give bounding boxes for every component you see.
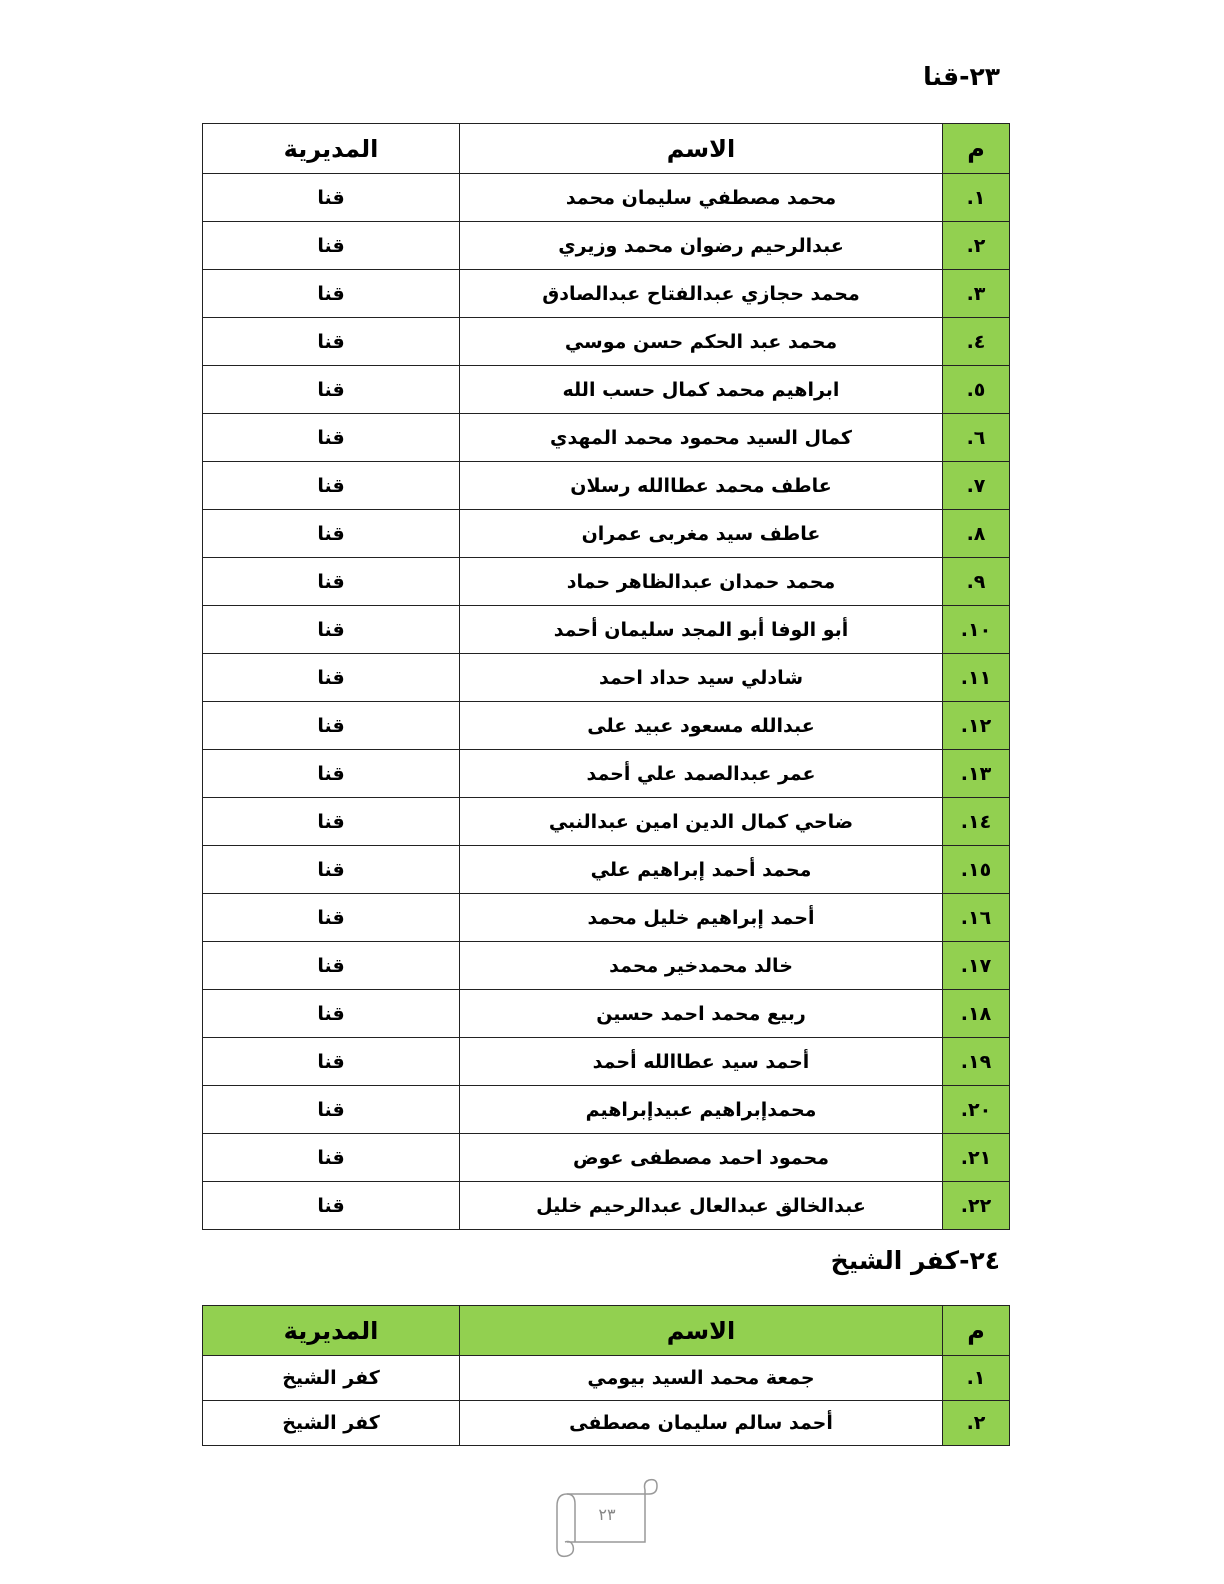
- qena-table: [202, 123, 1010, 1230]
- directorate: قنا: [203, 846, 460, 894]
- page-number: ٢٣: [598, 1505, 616, 1524]
- table-header: [203, 1306, 1010, 1356]
- person-name: عاطف سيد مغربى عمران: [460, 510, 943, 558]
- row-number: ٥.: [943, 366, 1010, 414]
- directorate: قنا: [203, 942, 460, 990]
- header-directorate: المديرية: [203, 1306, 460, 1356]
- directorate: قنا: [203, 1182, 460, 1230]
- directorate: قنا: [203, 462, 460, 510]
- row-number: ١٠.: [943, 606, 1010, 654]
- directorate: قنا: [203, 1086, 460, 1134]
- table-row: [203, 174, 1010, 222]
- table-header: [203, 124, 1010, 174]
- row-number: ١٣.: [943, 750, 1010, 798]
- person-name: أحمد سيد عطاالله أحمد: [460, 1038, 943, 1086]
- table-row: [203, 702, 1010, 750]
- person-name: ربيع محمد احمد حسين: [460, 990, 943, 1038]
- directorate: قنا: [203, 318, 460, 366]
- table-row: [203, 990, 1010, 1038]
- directorate: قنا: [203, 894, 460, 942]
- person-name: كمال السيد محمود محمد المهدي: [460, 414, 943, 462]
- person-name: ضاحي كمال الدين امين عبدالنبي: [460, 798, 943, 846]
- person-name: محمد حمدان عبدالظاهر حماد: [460, 558, 943, 606]
- header-name: الاسم: [460, 1306, 943, 1356]
- directorate: قنا: [203, 222, 460, 270]
- section-title-kafr-el-sheikh: ٢٤-كفر الشيخ: [830, 1246, 1000, 1275]
- directorate: قنا: [203, 1038, 460, 1086]
- row-number: ٢.: [943, 1401, 1010, 1446]
- row-number: ١١.: [943, 654, 1010, 702]
- person-name: أحمد إبراهيم خليل محمد: [460, 894, 943, 942]
- person-name: أبو الوفا أبو المجد سليمان أحمد: [460, 606, 943, 654]
- row-number: ١٧.: [943, 942, 1010, 990]
- header-num: م: [943, 124, 1010, 174]
- directorate: قنا: [203, 702, 460, 750]
- directorate: قنا: [203, 510, 460, 558]
- person-name: خالد محمدخير محمد: [460, 942, 943, 990]
- row-number: ١٥.: [943, 846, 1010, 894]
- table-row: [203, 462, 1010, 510]
- person-name: محمد حجازي عبدالفتاح عبدالصادق: [460, 270, 943, 318]
- table-row: [203, 558, 1010, 606]
- table-row: [203, 1134, 1010, 1182]
- row-number: ٢.: [943, 222, 1010, 270]
- row-number: ١.: [943, 174, 1010, 222]
- table-row: [203, 1401, 1010, 1446]
- table-row: [203, 942, 1010, 990]
- person-name: محمود احمد مصطفى عوض: [460, 1134, 943, 1182]
- section-title-qena: ٢٣-قنا: [923, 62, 1000, 91]
- table-row: [203, 654, 1010, 702]
- table-row: [203, 894, 1010, 942]
- kafr-el-sheikh-table: [202, 1305, 1010, 1446]
- row-number: ١٤.: [943, 798, 1010, 846]
- person-name: محمد أحمد إبراهيم علي: [460, 846, 943, 894]
- table-row: [203, 318, 1010, 366]
- directorate: قنا: [203, 414, 460, 462]
- table-row: [203, 1356, 1010, 1401]
- table-row: [203, 798, 1010, 846]
- person-name: عاطف محمد عطاالله رسلان: [460, 462, 943, 510]
- table-row: [203, 606, 1010, 654]
- row-number: ٦.: [943, 414, 1010, 462]
- row-number: ١٩.: [943, 1038, 1010, 1086]
- row-number: ١٢.: [943, 702, 1010, 750]
- table-row: [203, 510, 1010, 558]
- header-num: م: [943, 1306, 1010, 1356]
- directorate: قنا: [203, 366, 460, 414]
- table-row: [203, 1182, 1010, 1230]
- directorate: كفر الشيخ: [203, 1401, 460, 1446]
- person-name: عبدالخالق عبدالعال عبدالرحيم خليل: [460, 1182, 943, 1230]
- directorate: قنا: [203, 1134, 460, 1182]
- row-number: ١٨.: [943, 990, 1010, 1038]
- person-name: محمدإبراهيم عبيدإبراهيم: [460, 1086, 943, 1134]
- person-name: عبدالرحيم رضوان محمد وزيري: [460, 222, 943, 270]
- person-name: جمعة محمد السيد بيومي: [460, 1356, 943, 1401]
- header-name: الاسم: [460, 124, 943, 174]
- table-row: [203, 846, 1010, 894]
- directorate: قنا: [203, 750, 460, 798]
- person-name: محمد مصطفي سليمان محمد: [460, 174, 943, 222]
- table-row: [203, 270, 1010, 318]
- row-number: ٢١.: [943, 1134, 1010, 1182]
- table-row: [203, 414, 1010, 462]
- table-row: [203, 1086, 1010, 1134]
- person-name: ابراهيم محمد كمال حسب الله: [460, 366, 943, 414]
- row-number: ٢٢.: [943, 1182, 1010, 1230]
- row-number: ٩.: [943, 558, 1010, 606]
- row-number: ٣.: [943, 270, 1010, 318]
- person-name: عبدالله مسعود عبيد على: [460, 702, 943, 750]
- table-row: [203, 1038, 1010, 1086]
- directorate: قنا: [203, 990, 460, 1038]
- table-row: [203, 222, 1010, 270]
- row-number: ٢٠.: [943, 1086, 1010, 1134]
- directorate: قنا: [203, 270, 460, 318]
- directorate: قنا: [203, 558, 460, 606]
- row-number: ٤.: [943, 318, 1010, 366]
- person-name: شادلي سيد حداد احمد: [460, 654, 943, 702]
- directorate: قنا: [203, 654, 460, 702]
- table-row: [203, 750, 1010, 798]
- row-number: ١.: [943, 1356, 1010, 1401]
- row-number: ٨.: [943, 510, 1010, 558]
- directorate: قنا: [203, 606, 460, 654]
- table-row: [203, 366, 1010, 414]
- header-directorate: المديرية: [203, 124, 460, 174]
- person-name: عمر عبدالصمد علي أحمد: [460, 750, 943, 798]
- person-name: محمد عبد الحكم حسن موسي: [460, 318, 943, 366]
- row-number: ٧.: [943, 462, 1010, 510]
- directorate: كفر الشيخ: [203, 1356, 460, 1401]
- row-number: ١٦.: [943, 894, 1010, 942]
- directorate: قنا: [203, 174, 460, 222]
- person-name: أحمد سالم سليمان مصطفى: [460, 1401, 943, 1446]
- directorate: قنا: [203, 798, 460, 846]
